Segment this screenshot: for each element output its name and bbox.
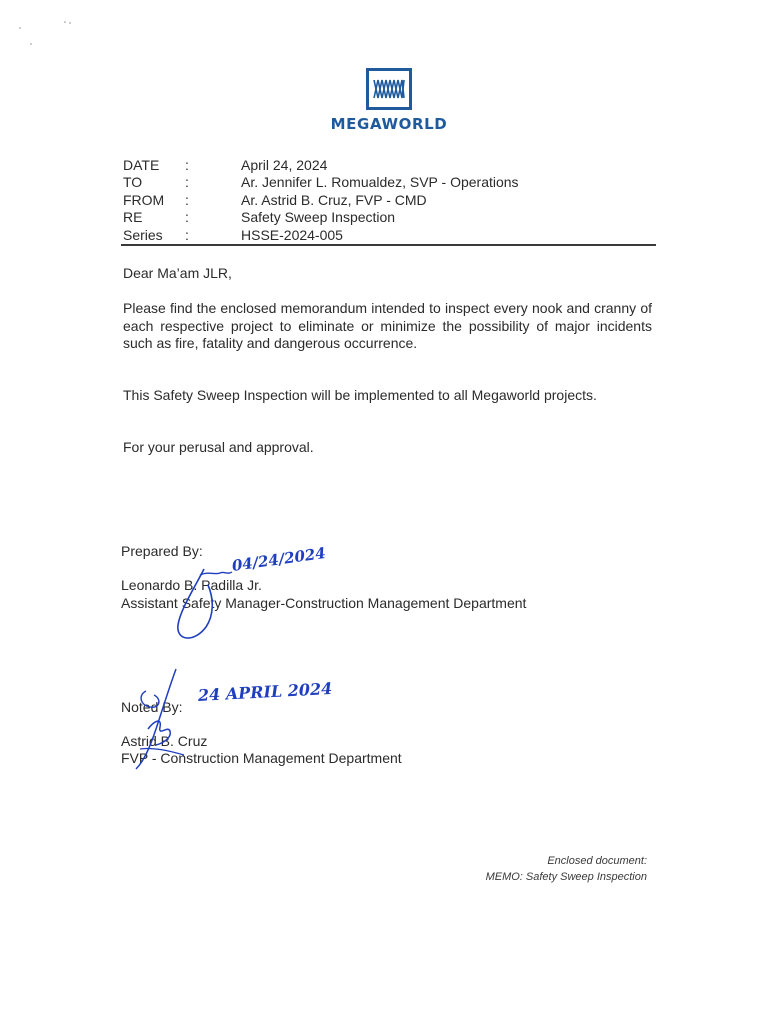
prepared-by-title: Assistant Safety Manager-Construction Management Department — [121, 595, 527, 611]
salutation: Dear Ma’am JLR, — [123, 265, 232, 281]
noted-signature — [110, 665, 220, 775]
series-colon: : — [185, 226, 189, 243]
from-colon: : — [185, 191, 189, 208]
header-divider — [121, 244, 656, 246]
enclosure-line-1: Enclosed document: — [547, 855, 647, 867]
prepared-by-label: Prepared By: — [121, 543, 203, 559]
from-value: Ar. Astrid B. Cruz, FVP - CMD — [241, 191, 427, 208]
memo-header-row-to — [123, 174, 656, 191]
noted-by-label: Noted By: — [121, 699, 183, 715]
scan-speck — [64, 21, 66, 23]
memo-header-row-re — [123, 209, 656, 226]
prepared-by-name: Leonardo B. Padilla Jr. — [121, 577, 262, 593]
series-value: HSSE-2024-005 — [241, 226, 343, 243]
scan-speck — [69, 22, 71, 24]
series-label: Series — [123, 226, 163, 243]
megaworld-logo-icon — [366, 68, 412, 110]
noted-handwritten-date: 24 APRIL 2024 — [197, 678, 333, 705]
body-paragraph: Please find the enclosed memorandum intended to inspect every nook and cranny of each respective project to eliminate or minimize the possibility of major incidents such as fire, fatality and dangerous occurrence. — [123, 300, 652, 351]
memo-header-row-from — [123, 192, 656, 209]
date-label: DATE — [123, 157, 160, 173]
re-value: Safety Sweep Inspection — [241, 209, 396, 226]
noted-by-title: FVP - Construction Management Department — [121, 750, 402, 766]
enclosure-line-2: MEMO: Safety Sweep Inspection — [485, 871, 647, 883]
to-label: TO — [123, 174, 143, 191]
closing-line: For your perusal and approval. — [123, 439, 314, 455]
scan-speck — [19, 27, 21, 29]
to-value: Ar. Jennifer L. Romualdez, SVP - Operations — [241, 174, 519, 191]
memo-header — [123, 157, 656, 244]
body-paragraph: This Safety Sweep Inspection will be implemented to all Megaworld projects. — [123, 387, 597, 403]
from-label: FROM — [123, 191, 165, 208]
enclosure-note — [486, 853, 647, 885]
company-name: MEGAWORLD — [330, 115, 448, 133]
memo-header-row-date — [123, 157, 656, 174]
prepared-signature — [170, 555, 250, 645]
scan-speck — [30, 43, 32, 45]
to-colon: : — [185, 174, 189, 191]
re-colon: : — [185, 209, 189, 226]
memo-header-row-series — [123, 227, 656, 244]
company-logo — [318, 68, 460, 133]
date-colon: : — [185, 157, 189, 173]
prepared-handwritten-date: 04/24/2024 — [230, 543, 327, 575]
date-value: April 24, 2024 — [241, 157, 328, 173]
re-label: RE — [123, 209, 143, 226]
noted-by-name: Astrid B. Cruz — [121, 733, 208, 749]
